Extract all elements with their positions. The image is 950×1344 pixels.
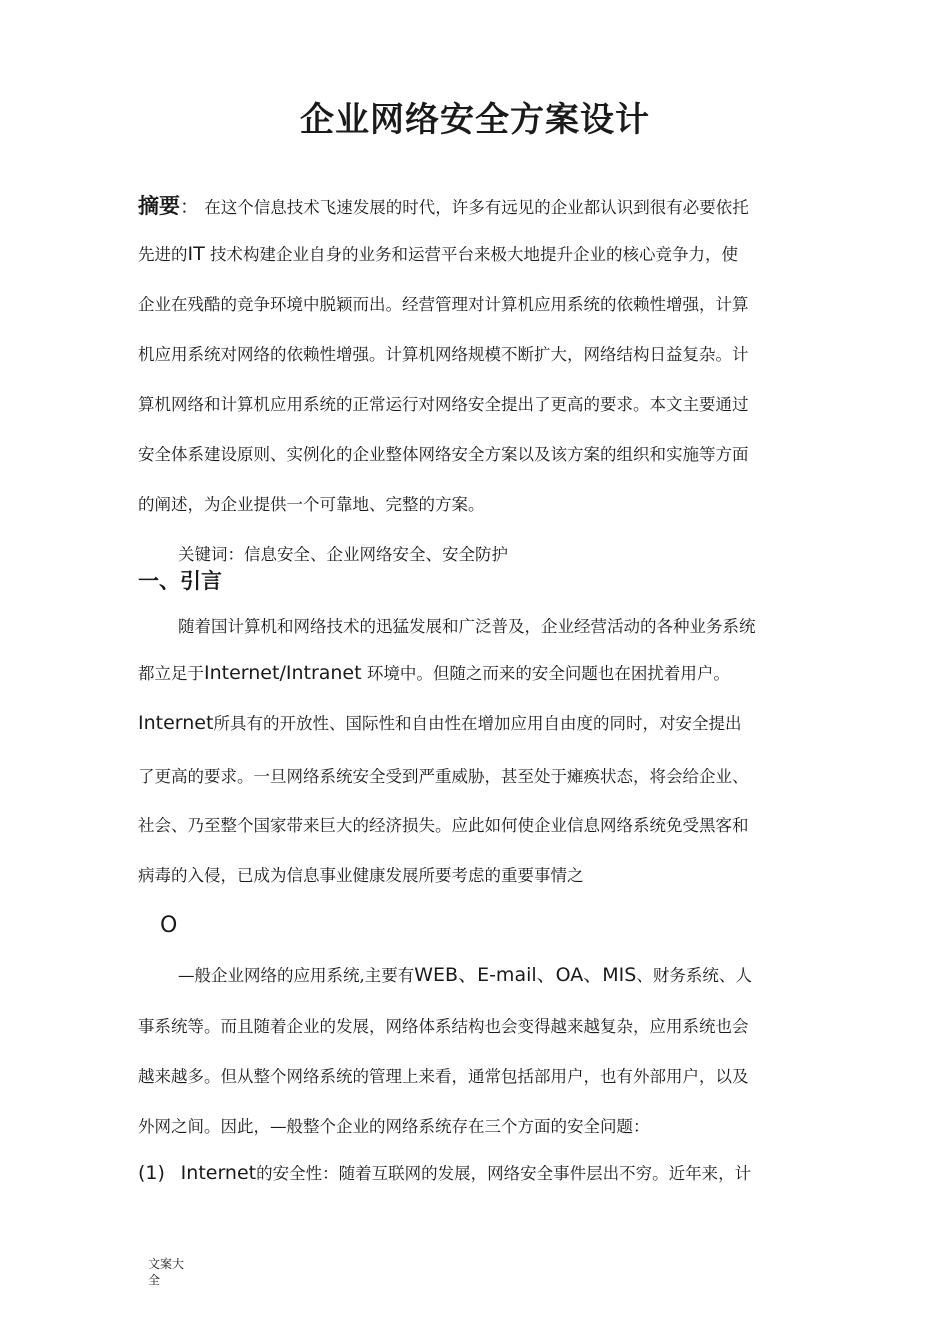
abstract-colon: ： <box>180 196 200 218</box>
intro-text-3a: Internet <box>138 712 214 734</box>
abstract-line-3: 企业在残酷的竞争环境中脱颖而出。经营管理对计算机应用系统的依赖性增强，计算 <box>138 295 749 314</box>
list-item-number: (1) <box>138 1162 165 1184</box>
para2-line-1 <box>178 960 818 987</box>
intro-line-4: 了更高的要求。一旦网络系统安全受到严重威胁，甚至处于瘫痪状态，将会给企业、 <box>138 767 749 786</box>
intro-line-3 <box>138 710 828 734</box>
section-heading: 一、引言 <box>138 569 222 593</box>
abstract-label: 摘要 <box>138 194 180 218</box>
abstract-text-2a: 先进的 <box>138 245 188 264</box>
footer-line-2: 全 <box>148 1273 161 1287</box>
intro-line-6: 病毒的入侵，已成为信息事业健康发展所要考虑的重要事情之 <box>138 866 584 885</box>
para2-text-1c: 、财务系统、人 <box>636 966 752 985</box>
list-item-text: 的安全性：随着互联网的发展，网络安全事件层出不穷。近年来，计 <box>256 1164 752 1183</box>
para2-text-1a: —般企业网络的应用系统,主要有 <box>178 966 415 985</box>
abstract-line-2 <box>138 241 828 265</box>
page-footer <box>148 1256 198 1288</box>
footer-line-1: 文案大 <box>148 1257 185 1271</box>
para2-line-2: 事系统等。而且随着企业的发展，网络体系结构也会变得越来越复杂，应用系统也会 <box>138 1017 749 1036</box>
intro-line-2 <box>138 660 828 684</box>
intro-text-3b: 所具有的开放性、国际性和自由性在增加应用自由度的同时，对安全提出 <box>213 714 742 733</box>
abstract-text-2b: IT <box>187 243 205 265</box>
intro-trailing-char: O <box>160 913 178 938</box>
abstract-text-1: 在这个信息技术飞速发展的时代，许多有远见的企业都认识到很有必要依托 <box>204 198 749 217</box>
abstract-line-4: 机应用系统对网络的依赖性增强。计算机网络规模不断扩大，网络结构日益复杂。计 <box>138 345 749 364</box>
list-item-keyword: Internet <box>180 1162 257 1184</box>
intro-line-1: 随着国计算机和网络技术的迅猛发展和广泛普及，企业经营活动的各种业务系统 <box>178 617 756 636</box>
para2-text-1b: WEB、E-mail、OA、MIS <box>414 964 637 986</box>
abstract-line-1 <box>138 190 828 220</box>
para2-line-4: 外网之间。因此，—般整个企业的网络系统存在三个方面的安全问题： <box>138 1117 650 1136</box>
page-title: 企业网络安全方案设计 <box>300 100 650 140</box>
intro-text-2a: 都立足于 <box>138 664 204 683</box>
abstract-text-2c: 技术构建企业自身的业务和运营平台来极大地提升企业的核心竞争力，使 <box>209 245 738 264</box>
para2-line-3: 越来越多。但从整个网络系统的管理上来看，通常包括部用户，也有外部用户，以及 <box>138 1067 749 1086</box>
abstract-line-7: 的阐述，为企业提供一个可靠地、完整的方案。 <box>138 495 485 514</box>
list-item-1 <box>138 1160 828 1184</box>
intro-text-2b: Internet/Intranet <box>204 662 362 684</box>
abstract-line-6: 安全体系建设原则、实例化的企业整体网络安全方案以及该方案的组织和实施等方面 <box>138 445 749 464</box>
keywords: 关键词：信息安全、企业网络安全、安全防护 <box>178 545 508 564</box>
intro-text-2c: 环境中。但随之而来的安全问题也在困扰着用户。 <box>366 664 730 683</box>
abstract-line-5: 算机网络和计算机应用系统的正常运行对网络安全提出了更高的要求。本文主要通过 <box>138 395 749 414</box>
intro-line-5: 社会、乃至整个国家带来巨大的经济损失。应此如何使企业信息网络系统免受黑客和 <box>138 816 749 835</box>
